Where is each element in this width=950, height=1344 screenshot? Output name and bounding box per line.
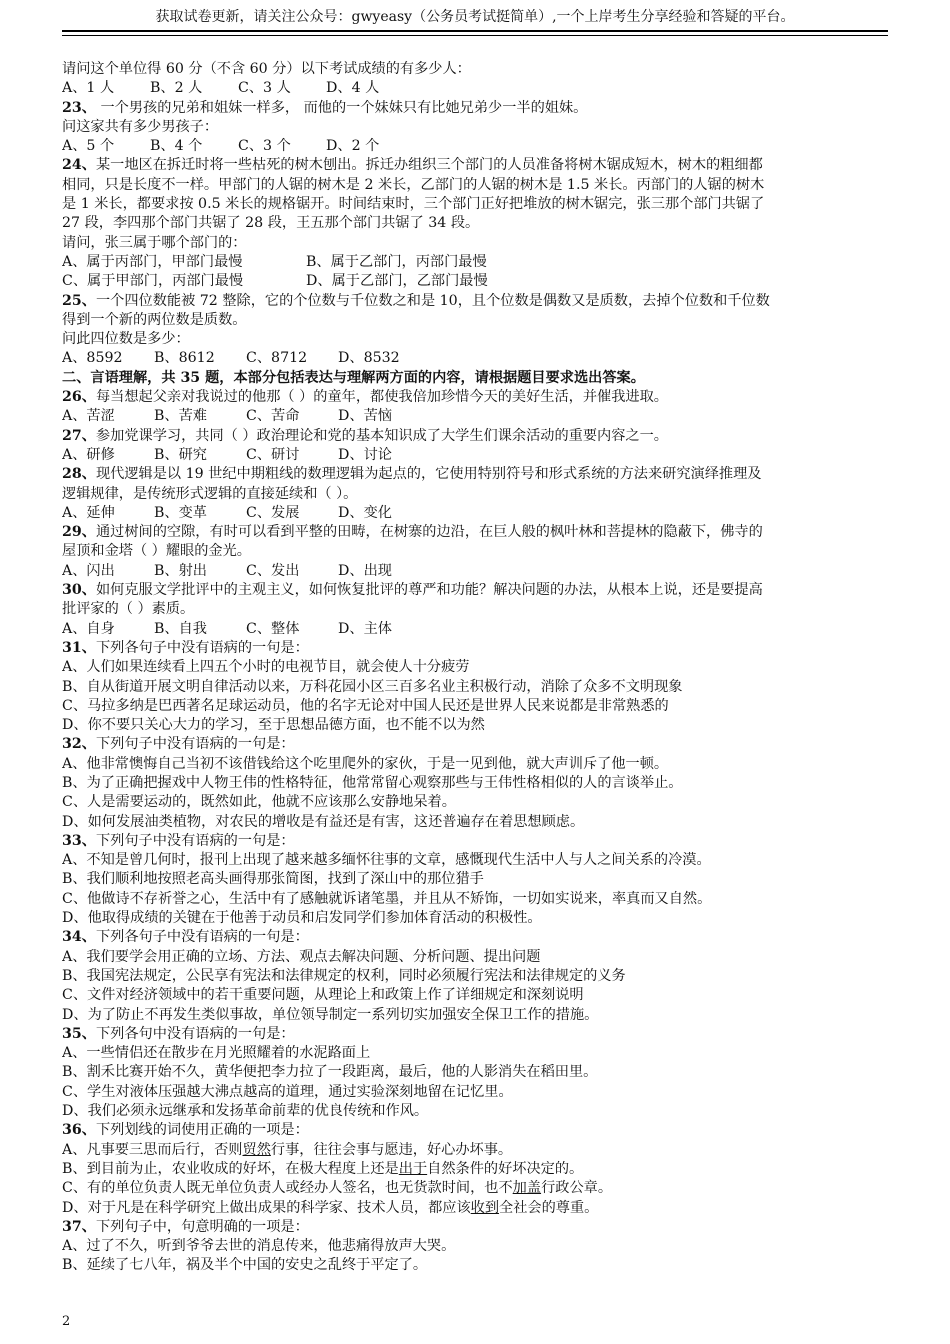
option-b: B、变革 xyxy=(154,504,207,521)
option-b: B、自我 xyxy=(154,620,207,637)
question-32 xyxy=(62,735,888,754)
section-heading: 二、言语理解，共 35 题，本部分包括表达与理解两方面的内容，请根据题目要求选出答案。 xyxy=(62,369,645,386)
option-text: D、对于凡是在科学研究上做出成果的科学家、技术人员，都应该 xyxy=(62,1199,471,1216)
question-number: 37、 xyxy=(62,1218,96,1235)
option-c: C、发出 xyxy=(246,562,300,579)
option-d: D、苦恼 xyxy=(338,408,392,425)
question-28 xyxy=(62,465,888,484)
option-a: A、自身 xyxy=(62,620,115,637)
option-b: B、2 人 xyxy=(150,80,203,97)
option-a: A、延伸 xyxy=(62,504,115,521)
header-rule-thin xyxy=(62,35,888,36)
option-a: A、8592 xyxy=(62,350,123,367)
option-a: A、1 人 xyxy=(62,80,115,97)
option-text: 全社会的尊重。 xyxy=(499,1199,599,1216)
underlined-word: 收到 xyxy=(470,1199,500,1216)
option-a: A、我们要学会用正确的立场、方法、观点去解决问题、分析问题、提出问题 xyxy=(62,948,541,965)
option-a: A、苦涩 xyxy=(62,408,115,425)
question-number: 32、 xyxy=(62,736,96,753)
options-row xyxy=(62,253,888,272)
option-a: A、他非常懊悔自己当初不该借钱给这个吃里爬外的家伙，于是一见到他，就大声训斥了他一顿。 xyxy=(62,755,669,772)
option-a: A、人们如果连续看上四五个小时的电视节目，就会使人十分疲劳 xyxy=(62,659,470,676)
question-text: 下列划线的词使用正确的一项是： xyxy=(95,1122,309,1139)
question-text: 逻辑规律，是传统形式逻辑的直接延续和（ ）。 xyxy=(62,485,358,502)
question-text: 下列句子中没有语病的一句是： xyxy=(95,736,295,753)
option-a: A、研修 xyxy=(62,446,115,463)
question-37 xyxy=(62,1218,888,1237)
options-row xyxy=(62,562,888,581)
question-text: 现代逻辑是以 19 世纪中期粗线的数理逻辑为起点的，它使用特别符号和形式系统的方法来研究演绎推理及 xyxy=(95,466,762,483)
question-number: 34、 xyxy=(62,929,96,946)
option-b: B、苦难 xyxy=(154,408,207,425)
option-c: C、3 人 xyxy=(238,80,291,97)
question-text: 屋顶和金塔（ ）耀眼的金光。 xyxy=(62,543,251,560)
option-text: 自然条件的好坏决定的。 xyxy=(427,1160,584,1177)
page-number: 2 xyxy=(62,1314,71,1329)
question-30 xyxy=(62,581,888,600)
question-number: 23、 xyxy=(62,99,96,116)
option-c xyxy=(62,1179,888,1198)
option-d: D、变化 xyxy=(338,504,392,521)
option-c: C、学生对液体压强越大沸点越高的道理，通过实验深刻地留在记忆里。 xyxy=(62,1083,513,1100)
question-text: 下列各句子中没有语病的一句是： xyxy=(95,929,309,946)
option-d: D、8532 xyxy=(338,350,400,367)
option-d: D、4 人 xyxy=(326,80,380,97)
question-number: 33、 xyxy=(62,832,96,849)
option-b: B、8612 xyxy=(154,350,215,367)
options-row xyxy=(62,504,888,523)
option-b: B、我们顺利地按照老高头画得那张简图，找到了深山中的那位猎手 xyxy=(62,871,484,888)
option-b: B、4 个 xyxy=(150,138,203,155)
question-24 xyxy=(62,156,888,175)
document-body xyxy=(62,60,888,1276)
option-b: B、延续了七八年，祸及半个中国的安史之乱终于平定了。 xyxy=(62,1257,428,1274)
question-text: 每当想起父亲对我说过的他那（ ）的童年，都使我倍加珍惜今天的美好生活，并催我进取。 xyxy=(95,389,668,406)
question-27 xyxy=(62,427,888,446)
option-d: D、他取得成绩的关键在于他善于动员和启发同学们参加体育活动的积极性。 xyxy=(62,910,542,927)
question-36 xyxy=(62,1121,888,1140)
option-c: C、文件对经济领域中的若干重要问题，从理论上和政策上作了详细规定和深刻说明 xyxy=(62,987,584,1004)
page-header: 获取试卷更新，请关注公众号：gwyeasy（公务员考试挺简单）,一个上岸考生分享经验和答疑的平台。 xyxy=(155,9,795,25)
option-c: C、属于甲部门，丙部门最慢 xyxy=(62,273,244,290)
question-text: 相同，只是长度不一样。甲部门的人锯的树木是 2 米长，乙部门的人锯的树木是 1.5 米长。丙部门的人锯的树木 xyxy=(62,176,765,193)
option-d: D、你不要只关心大力的学习，至于思想品德方面，也不能不以为然 xyxy=(62,717,485,734)
question-text: 问此四位数是多少： xyxy=(62,331,190,348)
underlined-word: 加盖 xyxy=(512,1180,542,1197)
question-number: 28、 xyxy=(62,466,96,483)
question-29 xyxy=(62,523,888,542)
option-d: D、主体 xyxy=(338,620,392,637)
option-c: C、研讨 xyxy=(246,446,300,463)
question-number: 27、 xyxy=(62,427,96,444)
question-23 xyxy=(62,99,888,118)
option-c: C、3 个 xyxy=(238,138,291,155)
option-d: D、我们必须永远继承和发扬革命前辈的优良传统和作风。 xyxy=(62,1103,429,1120)
question-text: 是 1 米长，都要求按 0.5 米长的规格锯开。时间结束时，三个部门正好把堆放的树木锯完，张三那个部门共锯了 xyxy=(62,196,765,213)
question-34 xyxy=(62,928,888,947)
option-d: D、出现 xyxy=(338,562,392,579)
question-text: 某一地区在拆迁时将一些枯死的树木刨出。拆迁办组织三个部门的人员准备将树木锯成短木，树木的粗细都 xyxy=(95,157,763,174)
option-c: C、8712 xyxy=(246,350,308,367)
options-row xyxy=(62,620,888,639)
option-a xyxy=(62,1141,888,1160)
option-a: A、属于丙部门，甲部门最慢 xyxy=(62,253,243,270)
option-c: C、他做诗不存祈誉之心，生活中有了感触就诉诸笔墨，并且从不矫饰，一切如实说来，率真而又自然。 xyxy=(62,890,712,907)
option-text: B、到目前为止，农业收成的好坏，在极大程度上还是 xyxy=(62,1160,399,1177)
option-d: D、为了防止不再发生类似事故，单位领导制定一系列切实加强安全保卫工作的措施。 xyxy=(62,1006,599,1023)
option-d: D、讨论 xyxy=(338,446,392,463)
question-text: 下列各句子中没有语病的一句是： xyxy=(95,639,309,656)
option-a: A、过了不久，听到爷爷去世的消息传来，他悲痛得放声大哭。 xyxy=(62,1238,456,1255)
options-row xyxy=(62,407,888,426)
options-row xyxy=(62,349,888,368)
question-number: 25、 xyxy=(62,292,96,309)
options-row xyxy=(62,272,888,291)
underlined-word: 贸然 xyxy=(242,1141,271,1158)
option-b: B、属于乙部门，丙部门最慢 xyxy=(306,253,487,270)
question-text: 下列各句中没有语病的一句是： xyxy=(95,1025,295,1042)
question-number: 35、 xyxy=(62,1025,96,1042)
option-b: B、研究 xyxy=(154,446,207,463)
option-text: C、有的单位负责人既无单位负责人或经办人签名，也无货款时间，也不 xyxy=(62,1180,513,1197)
option-c: C、人是需要运动的，既然如此，他就不应该那么安静地呆着。 xyxy=(62,794,456,811)
option-c: C、发展 xyxy=(246,504,300,521)
option-d xyxy=(62,1199,888,1218)
question-text: 请问，张三属于哪个部门的： xyxy=(62,234,247,251)
question-number: 24、 xyxy=(62,157,96,174)
options-row xyxy=(62,79,888,98)
option-c: C、苦命 xyxy=(246,408,300,425)
question-text: 27 段，李四那个部门共锯了 28 段，王五那个部门共锯了 34 段。 xyxy=(62,215,480,232)
question-text: 批评家的（ ）素质。 xyxy=(62,601,195,618)
options-row xyxy=(62,137,888,156)
option-d: D、属于乙部门，乙部门最慢 xyxy=(306,273,488,290)
option-c: C、整体 xyxy=(246,620,300,637)
options-row xyxy=(62,446,888,465)
option-text: 行政公章。 xyxy=(541,1180,613,1197)
option-a: A、不知是曾几何时，报刊上出现了越来越多缅怀往事的文章，感慨现代生活中人与人之间关系的冷漠。 xyxy=(62,852,711,869)
question-text: 通过树间的空隙，有时可以看到平整的田畴，在树寨的边沿，在巨人般的枫叶林和菩提林的隐蔽下，佛寺的 xyxy=(95,524,763,541)
question-number: 36、 xyxy=(62,1122,96,1139)
question-number: 31、 xyxy=(62,639,96,656)
question-number: 30、 xyxy=(62,582,96,599)
option-a: A、5 个 xyxy=(62,138,115,155)
question-text: 下列句子中没有语病的一句是： xyxy=(95,832,295,849)
option-b: B、我国宪法规定，公民享有宪法和法律规定的权利，同时必须履行宪法和法律规定的义务 xyxy=(62,967,626,984)
option-a: A、一些情侣还在散步在月光照耀着的水泥路面上 xyxy=(62,1045,371,1062)
question-25 xyxy=(62,292,888,311)
question-number: 26、 xyxy=(62,389,96,406)
question-35 xyxy=(62,1025,888,1044)
underlined-word: 出于 xyxy=(398,1160,428,1177)
question-text: 下列句子中，句意明确的一项是： xyxy=(95,1218,309,1235)
question-text: 一个男孩的兄弟和姐妹一样多， 而他的一个妹妹只有比她兄弟少一半的姐妹。 xyxy=(95,99,588,116)
question-26 xyxy=(62,388,888,407)
option-b: B、为了正确把握戏中人物王伟的性格特征，他常常留心观察那些与王伟性格相似的人的言谈举止。 xyxy=(62,774,683,791)
option-c: C、马拉多纳是巴西著名足球运动员，他的名字无论对中国人民还是世界人民来说都是非常熟悉的 xyxy=(62,697,669,714)
option-b: B、割禾比赛开始不久，黄华便把李力拉了一段距离，最后，他的人影消失在稻田里。 xyxy=(62,1064,598,1081)
option-b: B、射出 xyxy=(154,562,207,579)
question-number: 29、 xyxy=(62,524,96,541)
option-a: A、闪出 xyxy=(62,562,115,579)
question-text: 请问这个单位得 60 分（不含 60 分）以下考试成绩的有多少人： xyxy=(62,61,471,77)
header-rule-thick xyxy=(62,30,888,32)
option-text: 行事，往往会事与愿违，好心办坏事。 xyxy=(270,1141,513,1158)
question-text: 问这家共有多少男孩子： xyxy=(62,118,219,135)
option-d: D、2 个 xyxy=(326,138,380,155)
question-text: 得到一个新的两位数是质数。 xyxy=(62,311,247,328)
question-text: 一个四位数能被 72 整除，它的个位数与千位数之和是 10，且个位数是偶数又是质数，去掉个位数和千位数 xyxy=(95,292,770,309)
question-33 xyxy=(62,832,888,851)
question-31 xyxy=(62,639,888,658)
question-text: 参加党课学习，共同（ ）政治理论和党的基本知识成了大学生们课余活动的重要内容之一。 xyxy=(95,427,668,444)
option-b: B、自从街道开展文明自律活动以来，万科花园小区三百多名业主积极行动，消除了众多不文明现象 xyxy=(62,678,683,695)
option-d: D、如何发展油类植物，对农民的增收是有益还是有害，这还普遍存在着思想顾虑。 xyxy=(62,813,585,830)
option-b xyxy=(62,1160,888,1179)
question-text: 如何克服文学批评中的主观主义，如何恢复批评的尊严和功能？解决问题的办法，从根本上说，还是要提高 xyxy=(95,582,763,599)
option-text: A、凡事要三思而后行，否则 xyxy=(62,1141,243,1158)
